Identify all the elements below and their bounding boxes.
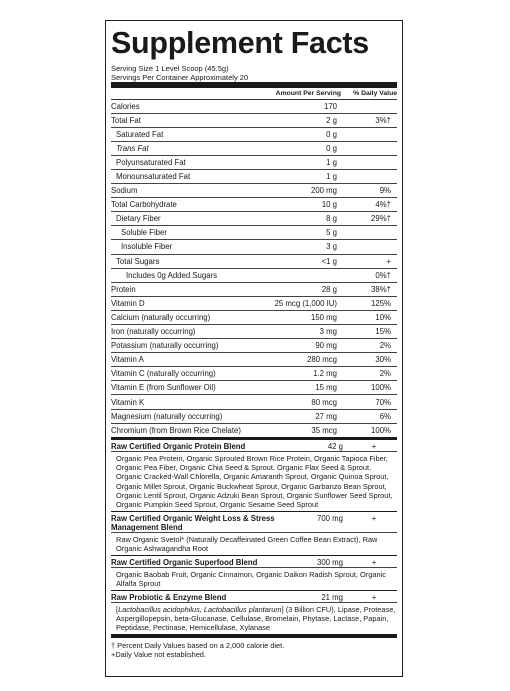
nutrient-name: Polyunsaturated Fat — [116, 157, 186, 167]
nutrient-row — [111, 240, 397, 254]
nutrient-row — [111, 395, 397, 409]
nutrient-name: Soluble Fiber — [121, 228, 167, 238]
nutrient-amount: 90 mg — [315, 341, 337, 351]
blend-name: Raw Certified Organic Superfood Blend — [111, 558, 258, 567]
nutrient-row — [111, 283, 397, 297]
nutrient-name: Insoluble Fiber — [121, 242, 173, 252]
blend-ingredients: Raw Organic Svetol* (Naturally Decaffeinated Green Coffee Bean Extract), Raw Organic Ashwagandha Root — [111, 533, 397, 556]
nutrient-dv: 30% — [375, 355, 391, 365]
nutrient-row — [111, 156, 397, 170]
blend-dv: + — [371, 593, 377, 603]
blend-dv: + — [371, 442, 377, 452]
nutrient-amount: 200 mg — [310, 186, 337, 196]
nutrient-amount: 15 mg — [315, 383, 337, 393]
nutrient-name: Saturated Fat — [116, 129, 164, 139]
nutrient-row — [111, 269, 397, 283]
nutrient-dv: 2% — [379, 369, 391, 379]
supplement-facts-panel — [105, 20, 403, 677]
nutrient-dv: 4%† — [375, 200, 391, 210]
panel-title: Supplement Facts — [111, 26, 369, 60]
blend-name: Raw Certified Organic Weight Loss & Stress Management Blend — [111, 513, 275, 532]
column-header — [111, 88, 397, 100]
nutrient-row — [111, 410, 397, 424]
blend-ingredients: Organic Pea Protein, Organic Sprouted Brown Rice Protein, Organic Tapioca Fiber, Organic Pea Fiber, Organic Chia Seed & Sprout, Organic Flax Seed & Sprout, Organic Cracked-Wall Chlorella, Organic Amaranth Sprout, Organic Quinoa Sprout, Organic Millet Sprout, Organic Buckwheat Sprout, Organic Garbanzo Bean Sprout, Organic Lentil Sprout, Organic Adzuki Bean Sprout, Organic Sunflower Seed Sprout, Organic Pumpkin Seed Sprout, Organic Sesame Seed Sprout — [111, 452, 397, 512]
blend-amount: 21 mg — [321, 593, 343, 603]
nutrient-name: Magnesium (naturally occurring) — [111, 411, 223, 421]
bottom-divider — [111, 634, 397, 638]
nutrient-dv: + — [386, 256, 391, 266]
nutrient-dv: 9% — [379, 186, 391, 196]
blend-amount: 300 mg — [316, 558, 343, 567]
blend-header — [111, 556, 397, 568]
nutrient-row — [111, 424, 397, 437]
nutrient-name: Potassium (naturally occurring) — [111, 341, 219, 351]
nutrient-name: Calcium (naturally occurring) — [111, 312, 211, 322]
blend-name: Raw Certified Organic Protein Blend — [111, 442, 246, 452]
nutrient-dv: 100% — [371, 383, 391, 393]
nutrient-dv: 70% — [375, 397, 391, 407]
nutrient-row — [111, 353, 397, 367]
nutrient-dv: 10% — [375, 312, 391, 322]
blend-amount: 42 g — [327, 442, 343, 452]
nutrient-name: Vitamin D — [111, 298, 145, 308]
nutrient-amount: 80 mcg — [311, 397, 337, 407]
nutrient-row — [111, 100, 397, 114]
nutrient-row — [111, 339, 397, 353]
nutrient-name: Total Carbohydrate — [111, 200, 177, 210]
blend-ingredients: Organic Baobab Fruit, Organic Cinnamon, Organic Daikon Radish Sprout, Organic Alfalfa Sprout — [111, 568, 397, 591]
nutrient-row — [111, 381, 397, 395]
blend-ingredients: [Lactobacillus acidophilus, Lactobacillus plantarum] (3 Billion CFU), Lipase, Protease, Aspergillopepsin, beta-Glucanase, Cellulase, Bromelain, Phytase, Lactase, Papain, Peptidase, Pectinase, Hemicellulase, Xylanase — [116, 605, 396, 633]
nutrient-amount: 1.2 mg — [313, 369, 337, 379]
nutrient-table — [111, 100, 397, 437]
footnote-not-established: +Daily Value not established. — [111, 649, 206, 659]
nutrient-dv: 2% — [379, 341, 391, 351]
nutrient-amount: 3 mg — [319, 327, 337, 337]
nutrient-name: Monounsaturated Fat — [116, 172, 191, 182]
serving-size: Serving Size 1 Level Scoop (45.5g) — [111, 63, 229, 73]
nutrient-name: Includes 0g Added Sugars — [126, 270, 218, 280]
panel-inner — [111, 21, 397, 676]
nutrient-amount: 170 — [323, 101, 337, 111]
nutrient-name: Total Sugars — [116, 256, 160, 266]
blend-header — [111, 440, 397, 452]
nutrient-row — [111, 367, 397, 381]
dv-header: % Daily Value — [353, 89, 397, 97]
nutrient-row — [111, 226, 397, 240]
blend-name: Raw Probiotic & Enzyme Blend — [111, 593, 227, 603]
blend-amount: 700 mg — [316, 513, 343, 523]
nutrient-amount: 1 g — [326, 157, 337, 167]
nutrient-name: Vitamin C (naturally occurring) — [111, 369, 216, 379]
nutrient-name: Vitamin E (from Sunflower Oil) — [111, 383, 216, 393]
nutrient-amount: 5 g — [326, 228, 337, 238]
nutrient-name — [111, 144, 275, 153]
amount-header: Amount Per Serving — [275, 89, 341, 97]
nutrient-amount: <1 g — [321, 256, 337, 266]
blend-header — [111, 591, 397, 603]
nutrient-amount: 0 g — [326, 129, 337, 139]
nutrient-amount: 28 g — [321, 284, 337, 294]
nutrient-dv: 100% — [371, 425, 391, 435]
trans-label: Trans Fat — [116, 143, 149, 153]
nutrient-name: Vitamin A — [111, 355, 144, 365]
nutrient-row — [111, 311, 397, 325]
nutrient-amount: 3 g — [326, 242, 337, 252]
nutrient-amount: 2 g — [326, 115, 337, 125]
nutrient-name: Protein — [111, 284, 136, 294]
nutrient-amount: 8 g — [326, 214, 337, 224]
nutrient-row — [111, 184, 397, 198]
nutrient-dv: 38%† — [371, 284, 391, 294]
nutrient-row — [111, 142, 397, 156]
blend-header — [111, 512, 397, 533]
nutrient-dv: 15% — [375, 327, 391, 337]
nutrient-name: Vitamin K — [111, 397, 145, 407]
nutrient-amount: 150 mg — [310, 312, 337, 322]
nutrient-dv: 0%† — [375, 270, 391, 280]
nutrient-amount: 35 mcg — [311, 425, 337, 435]
enzyme-list: (3 Billion CFU), Lipase, Protease, Aspergillopepsin, beta-Glucanase, Cellulase, Bromelain, Phytase, Lactase, Papain, Peptidase, Pectinase, Hemicellulase, Xylanase — [116, 605, 396, 633]
nutrient-name: Iron (naturally occurring) — [111, 327, 196, 337]
nutrient-row — [111, 212, 397, 226]
nutrient-amount: 25 mcg (1,000 IU) — [274, 298, 337, 308]
nutrient-dv: 6% — [379, 411, 391, 421]
blend-dv: + — [371, 558, 377, 567]
nutrient-dv: 29%† — [371, 214, 391, 224]
nutrient-amount: 0 g — [326, 143, 337, 153]
footnote-dv: † Percent Daily Values based on a 2,000 calorie diet. — [111, 640, 285, 650]
nutrient-dv: 3%† — [375, 115, 391, 125]
nutrient-row — [111, 297, 397, 311]
nutrient-name: Sodium — [111, 186, 138, 196]
nutrient-row — [111, 128, 397, 142]
nutrient-name: Calories — [111, 101, 140, 111]
nutrient-row — [111, 325, 397, 339]
servings-per-container: Servings Per Container Approximately 20 — [111, 72, 249, 82]
nutrient-name: Total Fat — [111, 115, 141, 125]
nutrient-row — [111, 198, 397, 212]
nutrient-row — [111, 114, 397, 128]
nutrient-amount: 280 mcg — [307, 355, 337, 365]
probiotic-strains: Lactobacillus acidophilus, Lactobacillus plantarum — [118, 605, 282, 615]
nutrient-amount: 10 g — [321, 200, 337, 210]
nutrient-name: Chromium (from Brown Rice Chelate) — [111, 425, 241, 435]
nutrient-dv: 125% — [371, 298, 391, 308]
blend-dv: + — [371, 513, 377, 523]
nutrient-row — [111, 255, 397, 269]
nutrient-row — [111, 170, 397, 184]
nutrient-name: Dietary Fiber — [116, 214, 161, 224]
nutrient-amount: 1 g — [326, 172, 337, 182]
nutrient-amount: 27 mg — [315, 411, 337, 421]
